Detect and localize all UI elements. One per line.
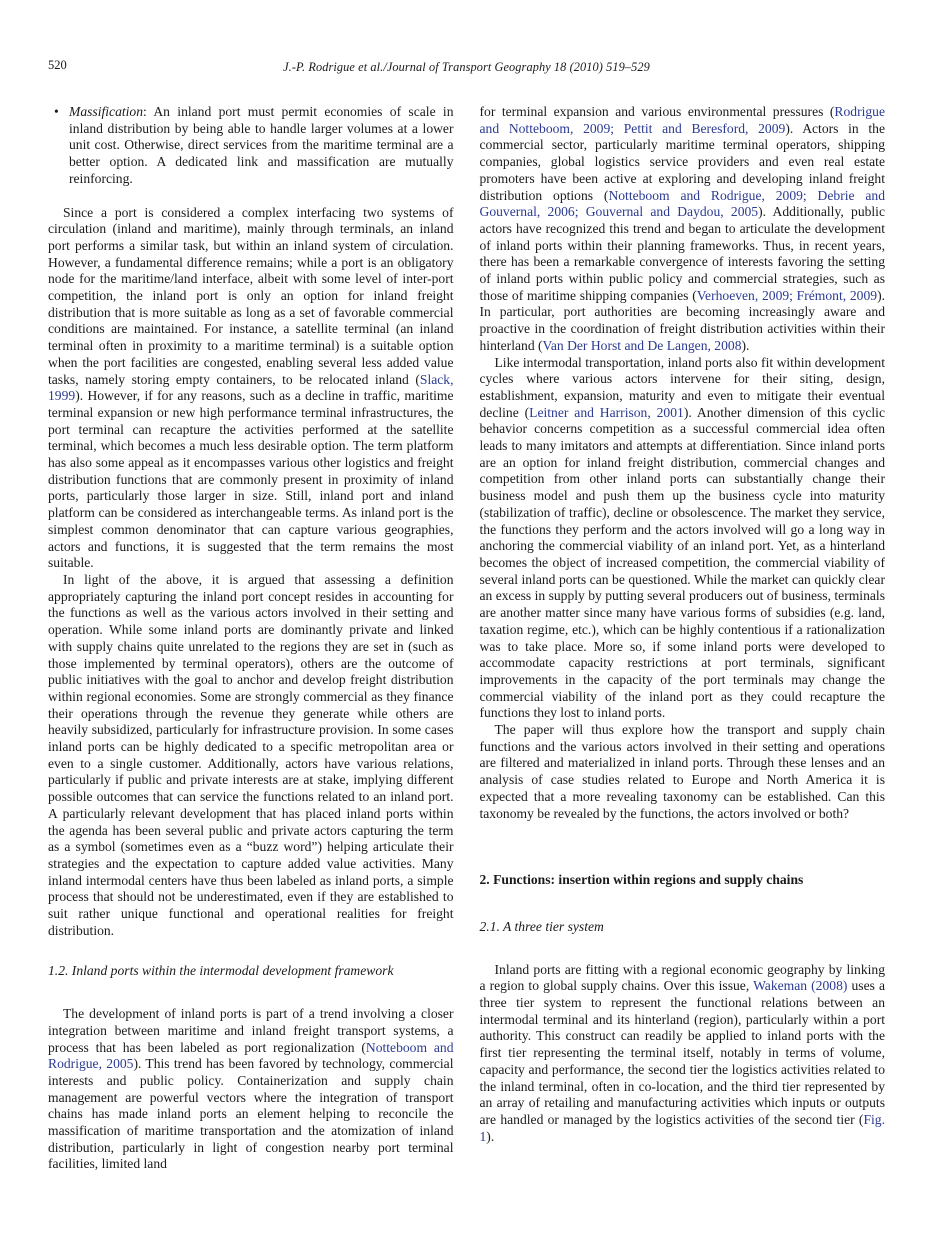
subsection-heading-2-1: 2.1. A three tier system xyxy=(479,918,604,934)
italic-term-massification: Massification xyxy=(69,104,144,119)
citation-link-slack-1999[interactable]: Slack, 1999 xyxy=(48,371,454,404)
paragraph-port-complex: Since a port is considered a complex interfacing two systems of circulation (inland and maritime), mainly through terminals, an inland port performs a similar task, but within an inland system of circulation. However, a fundamental difference remains; while a port is an obligatory node for the maritime/land interface, albeit with some level of inter-port competition, the inland port is only an option for inland freight distribution that is more suitable as long as a set of favorable commercial conditions are maintained. For instance, a satellite terminal (an inland terminal often in proximity to a maritime terminal) is a suitable option when the port facilities are congested, enabling several less added value tasks, namely storing empty containers, to be relocated inland (Slack, 1999). However, if for any reasons, such as a decline in traffic, maritime terminal expansion or new high performance terminal infrastructures, the port terminal can recapture the activities performed at the satellite terminal, which becomes a much less desirable option. The term platform has also some appeal as it encompasses various other logistics and freight distribution functions that are commonly present in proximity of inland ports, particularly those larger in size. Still, inland port and inland platform can be considered as interchangeable terms. As inland port is the simplest common denominator that can capture various geographies, actors and functions, it is suggested that the term remains the most suitable. xyxy=(48,204,454,571)
running-head: J.-P. Rodrigue et al./Journal of Transport Geography 18 (2010) 519–529 xyxy=(283,60,650,74)
citation-link-rodrigue-notteboom-pettit[interactable]: Rodrigue and Notteboom, 2009; Pettit and Beresford, 2009 xyxy=(479,104,885,136)
page-number: 520 xyxy=(48,58,67,72)
right-column xyxy=(480,104,886,1173)
citation-link-notteboom-rodrigue-2005[interactable]: Notteboom and Rodrigue, 2005 xyxy=(48,1039,454,1072)
subsection-heading-1-2: 1.2. Inland ports within the intermodal development framework xyxy=(48,963,394,979)
citation-link-vanderhorst-delangen[interactable]: Van Der Horst and De Langen, 2008 xyxy=(542,337,742,353)
citation-link-notteboom-debrie-gouvernal[interactable]: Notteboom and Rodrigue, 2009; Debrie and Gouvernal, 2006; Gouvernal and Daydou, 2005 xyxy=(479,187,885,220)
paragraph-development-trend: The development of inland ports is part of a trend involving a closer integration between maritime and inland freight transport systems, a process that has been labeled as port regionalization (Notteboom and Rodrigue, 2005). This trend has been favored by technology, commercial interests and public policy. Containerization and supply chain management are powerful vectors where the integration of transport chains has made inland ports an element helping to reconcile the massification of maritime transportation and the atomization of inland distribution, particularly in light of congestion nearby port terminal facilities, limited land xyxy=(48,1006,454,1172)
paragraph-terminal-expansion: for terminal expansion and various environmental pressures (Rodrigue and Notteboom, 2009; Pettit and Beresford, 2009). Actors in the commercial sector, particularly maritime terminal operators, shipping companies, global logistics service providers and even real estate promoters have been active at exploring and developing inland freight distribution options (Notteboom and Rodrigue, 2009; Debrie and Gouvernal, 2006; Gouvernal and Daydou, 2005). Additionally, public actors have recognized this trend and began to articulate the development of inland ports within their planning frameworks. Thus, in recent years, there has been a remarkable convergence of interests favoring the setting of inland ports within public policy and commercial strategies, such as those of maritime shipping companies (Verhoeven, 2009; Frémont, 2009). In particular, port authorities are becoming increasingly aware and proactive in the coordination of freight distribution activities within their hinterland (Van Der Horst and De Langen, 2008). xyxy=(479,104,886,353)
paragraph-three-tier: Inland ports are fitting with a regional economic geography by linking a region to global supply chains. Over this issue, Wakeman (2008) uses a three tier system to represent the functional relations between an intermodal terminal and its hinterland (region), particularly within a port authority. This construct can readily be applied to inland ports with the first tier representing the terminal itself, notably in terms of volume, capacity and performance, the second tier the logistics activities related to the inland terminal, often in co-location, and the third tier represented by an array of retailing and manufacturing activities which inputs or outputs are handled or managed by the logistics activities of the second tier (Fig. 1). xyxy=(479,961,886,1144)
citation-link-leitner-harrison[interactable]: Leitner and Harrison, 2001 xyxy=(529,404,684,420)
bullet-item-massification: • Massification: An inland port must permit economies of scale in inland distribution by being able to handle larger volumes at a lower unit cost. Otherwise, direct services from the maritime terminal are a better option. A dedicated link and massification are mutually reinforcing. xyxy=(54,104,454,186)
page-header xyxy=(48,58,885,76)
article-body xyxy=(48,104,885,1173)
figure-link-fig-1[interactable]: Fig. 1 xyxy=(479,1111,885,1144)
bullet-marker: • xyxy=(54,104,59,119)
paragraph-paper-scope: The paper will thus explore how the transport and supply chain functions and the various actors involved in their setting and operations are filtered and materialized in inland ports. Through these lenses and an analysis of case studies related to Europe and North America it is expected that a more revealing taxonomy can be established. Can this taxonomy be revealed by the functions, the actors involved or both? xyxy=(479,722,885,821)
citation-link-wakeman-2008[interactable]: Wakeman (2008) xyxy=(753,978,848,994)
section-heading-2: 2. Functions: insertion within regions and supply chains xyxy=(479,872,804,888)
citation-link-verhoeven-fremont[interactable]: Verhoeven, 2009; Frémont, 2009 xyxy=(696,287,878,303)
paragraph-definition: In light of the above, it is argued that assessing a definition appropriately capturing the inland port concept resides in accounting for the functions as well as the various actors involved in their setting and operation. While some inland ports are dominantly private and linked with supply chains quite unrelated to the regions they are set in (such as those implemented by terminal operators), others are the outcome of public initiatives with the goal to anchor and develop freight distribution within regional economies. Some are strongly commercial as they finance their operations through the revenue they generate while others are heavily subsidized, particularly for infrastructure provision. In some cases inland ports can be highly dedicated to a specific metropolitan area or even to a single customer. Additionally, actors have various relations, particularly if public and private interests are at stake, implying different possible outcomes that can service the functions related to an inland port. A particularly relevant development that has placed inland ports within the agenda has been several public and private actors capturing the term as a symbol (sometimes even as a “buzz word”) helping articulate their strategies and the expectation to capture added value activities. Many inland intermodal centers have thus been labeled as inland ports, a simple process that should not be underestimated, even if they are established to suit rather unique functional and operational realities for freight distribution. xyxy=(48,571,454,938)
paragraph-development-cycles: Like intermodal transportation, inland ports also fit within development cycles where various actors intervene for their siting, design, establishment, expansion, maturity and even to mitigate their eventual decline (Leitner and Harrison, 2001). Another dimension of this cyclic behavior concerns competition as a successful commercial idea often leads to many imitators and attempts at differentiation. Since inland ports are an option for inland freight distribution, commercial changes and competition from other inland ports can substantially change their business model and push them up the business cycle into maturity (stabilization of traffic), decline or obsolescence. The market they service, the functions they perform and the actors involved will go a long way in anchoring the commercial viability of an inland port. Yet, as a hinterland becomes the object of increased competition, the commercial viability of several inland ports can be questioned. While the market can quickly clear an excess in supply by putting several producers out of business, terminals are another matter since many have various forms of subsidies (e.g. land, taxation regime, etc.), which can be highly contentious if a rationalization was to take place. More so, if some inland ports were developed to accommodate capacity restrictions at port terminals, significant improvements in the capacity of the port terminals may change the commercial viability of the inland port as they could recapture the functions they lost to inland ports. xyxy=(479,354,885,721)
left-column xyxy=(48,104,454,1173)
